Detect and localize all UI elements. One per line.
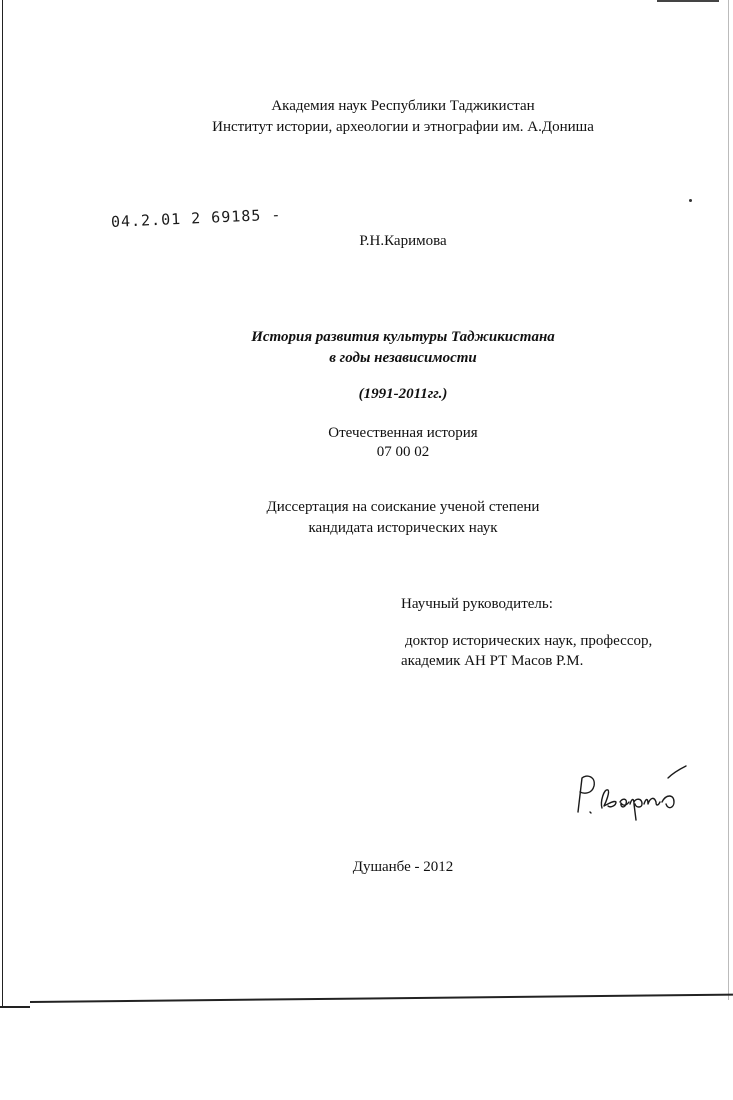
thesis-title [0, 327, 733, 369]
scan-edge-top [657, 0, 719, 2]
scan-speck [689, 199, 692, 202]
dissertation-line-2: кандидата исторических наук [308, 520, 498, 536]
scan-edge-bottom-stub [0, 1006, 30, 1008]
scan-edge-bottom [30, 994, 733, 1003]
handwritten-signature [570, 764, 695, 824]
supervisor-degree: доктор исторических наук, профессор, [405, 633, 653, 649]
thesis-title-line-2: в годы независимости [329, 350, 477, 366]
dissertation-line-1: Диссертация на соискание ученой степени [266, 499, 540, 515]
supervisor-name: академик АН РТ Масов Р.М. [401, 653, 584, 669]
archive-stamp: 04.2.01 2 69185 - [110, 205, 282, 231]
author-name: Р.Н.Каримова [359, 233, 447, 249]
specialty-code: 07 00 02 [376, 444, 430, 460]
place-and-year: Душанбе - 2012 [352, 859, 454, 875]
institute-name: Институт истории, археологии и этнографии им. А.Дониша [212, 119, 594, 135]
thesis-years: (1991-2011гг.) [358, 386, 448, 402]
specialty-name: Отечественная история [328, 425, 478, 441]
academy-name: Академия наук Республики Таджикистан [271, 98, 535, 114]
supervisor-label: Научный руководитель: [401, 596, 553, 612]
thesis-title-line-1: История развития культуры Таджикистана [251, 329, 555, 345]
